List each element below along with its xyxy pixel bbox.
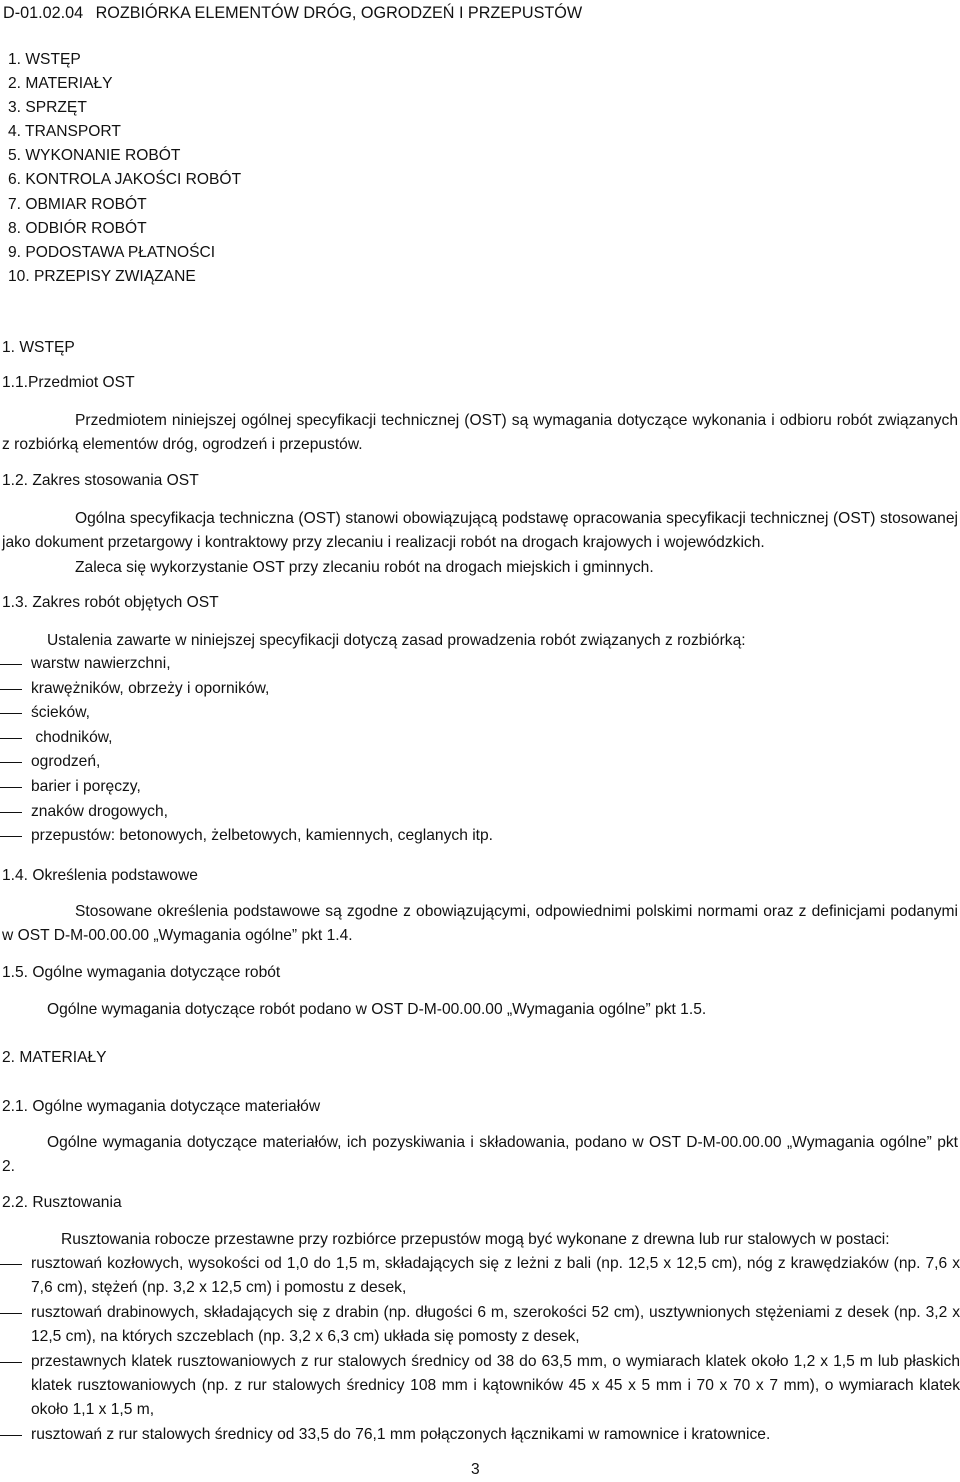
toc-item: 9. PODOSTAWA PŁATNOŚCI bbox=[8, 243, 216, 261]
section-heading: 1. WSTĘP bbox=[2, 339, 75, 356]
scope-list bbox=[0, 652, 960, 849]
subsection-heading: 1.4. Określenia podstawowe bbox=[2, 867, 198, 884]
list-item bbox=[0, 824, 960, 849]
document-header bbox=[3, 1, 582, 25]
list-item-text: rusztowań kozłowych, wysokości od 1,0 do 1,5 m, składających się z leżni z bali (np. 12,5 x 12,5 cm), nóg z krawędziaków (np. 7,6 x 7,6 cm), stężeń (np. 3,2 x 12,5 cm) i pomostu z desek, bbox=[31, 1255, 960, 1297]
list-item-text: krawężników, obrzeży i oporników, bbox=[31, 679, 270, 697]
toc-item: 2. MATERIAŁY bbox=[8, 75, 113, 93]
paragraph: Rusztowania robocze przestawne przy rozbiórce przepustów mogą być wykonane z drewna lub rur stalowych w postaci: bbox=[61, 1231, 890, 1248]
list-item bbox=[0, 1350, 960, 1423]
toc-item: 5. WYKONANIE ROBÓT bbox=[8, 147, 181, 165]
dash-bullet bbox=[0, 738, 22, 739]
list-item-text: ścieków, bbox=[31, 704, 90, 722]
subsection-heading: 1.5. Ogólne wymagania dotyczące robót bbox=[2, 964, 281, 981]
page-number: 3 bbox=[471, 1461, 480, 1478]
subsection-heading: 1.1.Przedmiot OST bbox=[2, 374, 135, 391]
table-of-contents bbox=[8, 48, 241, 289]
paragraph: Ogólne wymagania dotyczące robót podano w OST D-M-00.00.00 „Wymagania ogólne” pkt 1.5. bbox=[47, 1001, 707, 1018]
subsection-heading: 2.1. Ogólne wymagania dotyczące materiałów bbox=[2, 1098, 321, 1115]
list-item-text: przepustów: betonowych, żelbetowych, kamiennych, ceglanych itp. bbox=[31, 827, 493, 845]
dash-bullet bbox=[0, 713, 22, 714]
toc-item: 4. TRANSPORT bbox=[8, 123, 121, 141]
dash-bullet bbox=[0, 664, 22, 665]
subsection-heading: 1.3. Zakres robót objętych OST bbox=[2, 594, 219, 611]
toc-item: 3. SPRZĘT bbox=[8, 99, 87, 117]
list-item bbox=[0, 677, 960, 702]
list-item-text: warstw nawierzchni, bbox=[31, 655, 171, 672]
toc-item: 10. PRZEPISY ZWIĄZANE bbox=[8, 267, 196, 285]
toc-item: 1. WSTĘP bbox=[8, 51, 81, 68]
list-item bbox=[0, 750, 960, 775]
list-item-text: rusztowań drabinowych, składających się z drabin (np. długości 6 m, szerokości 52 cm), usztywnionych stężeniami z desek (np. 3,2 x 12,5 cm), na których szczeblach (np. 3,2 x 6,3 cm) układa się pomosty z desek, bbox=[31, 1303, 960, 1346]
list-item-text: przestawnych klatek rusztowaniowych z rur stalowych średnicy od 38 do 63,5 mm, o wymiarach klatek około 1,2 x 1,5 m lub płaskich klatek rusztowaniowych (np. z rur stalowych średnicy 108 mm i kątowników 45 x 45 x 5 mm i 70 x 70 x 7 mm), o wymiarach klatek około 1,1 x 1,5 m, bbox=[31, 1352, 960, 1419]
dash-bullet bbox=[0, 1362, 22, 1363]
spec-code: D-01.02.04 bbox=[3, 4, 84, 22]
list-item bbox=[0, 775, 960, 800]
subsection-heading: 1.2. Zakres stosowania OST bbox=[2, 472, 199, 489]
paragraph: Zaleca się wykorzystanie OST przy zlecaniu robót na drogach miejskich i gminnych. bbox=[75, 559, 654, 576]
scaffolding-list bbox=[0, 1252, 960, 1447]
toc-item: 6. KONTROLA JAKOŚCI ROBÓT bbox=[8, 171, 242, 189]
list-item bbox=[0, 1301, 960, 1350]
section-heading: 2. MATERIAŁY bbox=[2, 1049, 107, 1066]
dash-bullet bbox=[0, 812, 22, 813]
list-item bbox=[0, 1252, 960, 1301]
dash-bullet bbox=[0, 689, 22, 690]
list-item-text: znaków drogowych, bbox=[31, 802, 168, 820]
dash-bullet bbox=[0, 1313, 22, 1314]
dash-bullet bbox=[0, 1264, 22, 1265]
list-item bbox=[0, 800, 960, 825]
paragraph: Ustalenia zawarte w niniejszej specyfikacji dotyczą zasad prowadzenia robót związanych z rozbiórką: bbox=[47, 632, 746, 649]
list-item bbox=[0, 701, 960, 726]
paragraph: Stosowane określenia podstawowe są zgodne z obowiązującymi, odpowiednimi polskimi normami oraz z definicjami podanymi w OST D-M-00.00.00 „Wymagania ogólne” pkt 1.4. bbox=[2, 903, 958, 945]
list-item-text: chodników, bbox=[31, 728, 113, 746]
paragraph: Przedmiotem niniejszej ogólnej specyfikacji technicznej (OST) są wymagania dotyczące wykonania i odbioru robót związanych z rozbiórką elementów dróg, ogrodzeń i przepustów. bbox=[2, 412, 958, 454]
dash-bullet bbox=[0, 1435, 22, 1436]
list-item-text: barier i poręczy, bbox=[31, 777, 141, 795]
dash-bullet bbox=[0, 762, 22, 763]
paragraph: Ogólna specyfikacja techniczna (OST) stanowi obowiązującą podstawę opracowania specyfikacji technicznej (OST) stosowanej jako dokument przetargowy i kontraktowy przy zlecaniu i realizacji robót na drogach krajowych i wojewódzkich. bbox=[2, 510, 958, 552]
dash-bullet bbox=[0, 787, 22, 788]
list-item bbox=[0, 652, 960, 677]
spec-title: ROZBIÓRKA ELEMENTÓW DRÓG, OGRODZEŃ I PRZEPUSTÓW bbox=[95, 4, 583, 22]
toc-item: 7. OBMIAR ROBÓT bbox=[8, 195, 147, 213]
list-item-text: rusztowań z rur stalowych średnicy od 33,5 do 76,1 mm połączonych łącznikami w ramownice i kratownice. bbox=[31, 1425, 771, 1443]
dash-bullet bbox=[0, 836, 22, 837]
list-item-text: ogrodzeń, bbox=[31, 753, 101, 771]
list-item bbox=[0, 726, 960, 751]
list-item bbox=[0, 1423, 960, 1447]
subsection-heading: 2.2. Rusztowania bbox=[2, 1194, 122, 1211]
toc-item: 8. ODBIÓR ROBÓT bbox=[8, 219, 147, 237]
paragraph: Ogólne wymagania dotyczące materiałów, ich pozyskiwania i składowania, podano w OST D-M-00.00.00 „Wymagania ogólne” pkt 2. bbox=[2, 1134, 958, 1176]
